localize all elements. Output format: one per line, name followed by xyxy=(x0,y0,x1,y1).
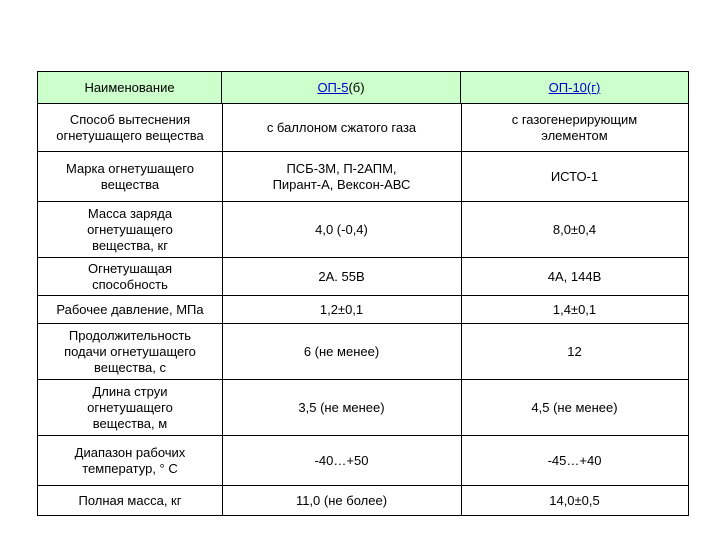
row-op10-value: 8,0±0,4 xyxy=(552,221,597,237)
row-op5-value: 6 (не менее) xyxy=(303,343,380,359)
row-name: Диапазон рабочих температур, ° С xyxy=(74,444,186,476)
header-op5 xyxy=(222,72,461,103)
table-row xyxy=(38,379,688,435)
table-row xyxy=(38,103,688,151)
header-op10 xyxy=(461,72,688,103)
table-row xyxy=(38,435,688,485)
op5-suffix: (б) xyxy=(348,79,365,95)
row-name: Продолжительность подачи огнетушащего вещества, с xyxy=(64,327,196,375)
row-op5-value: 2А. 55В xyxy=(318,268,365,284)
extinguisher-spec-table xyxy=(37,71,689,516)
row-op10-value: с газогенерирующим элементом xyxy=(511,111,638,143)
op5-link[interactable]: ОП-5 xyxy=(317,79,349,95)
row-op5-value: 1,2±0,1 xyxy=(319,301,364,317)
row-op10-value: 4,5 (не менее) xyxy=(531,399,618,415)
table-row xyxy=(38,485,688,515)
table-row xyxy=(38,295,688,323)
row-name: Рабочее давление, МПа xyxy=(56,301,204,317)
row-op10-value: ИСТО-1 xyxy=(550,168,599,184)
row-op10-value: -45…+40 xyxy=(547,452,602,468)
table-row xyxy=(38,323,688,379)
row-op10-value: 1,4±0,1 xyxy=(552,301,597,317)
table-row xyxy=(38,257,688,295)
row-op5-value: 4,0 (-0,4) xyxy=(315,221,368,237)
row-op5-value: ПСБ-3М, П-2АПМ, Пирант-А, Вексон-АВС xyxy=(272,160,411,192)
row-op10-value: 14,0±0,5 xyxy=(549,492,600,508)
row-name: Способ вытеснения огнетушащего вещества xyxy=(56,111,204,143)
row-name: Масса заряда огнетушащего вещества, кг xyxy=(87,205,173,253)
row-op10-value: 12 xyxy=(567,343,582,359)
row-name: Огнетушащая способность xyxy=(87,260,173,292)
row-op5-value: 3,5 (не менее) xyxy=(298,399,385,415)
row-op5-value: с баллоном сжатого газа xyxy=(266,119,417,135)
row-op5-value: -40…+50 xyxy=(314,452,369,468)
table-row xyxy=(38,201,688,257)
op10-link[interactable]: ОП-10(г) xyxy=(548,79,601,95)
header-name: Наименование xyxy=(38,72,222,103)
table-row xyxy=(38,151,688,201)
row-name: Длина струи огнетушащего вещества, м xyxy=(87,383,173,431)
row-name: Полная масса, кг xyxy=(78,492,182,508)
row-name: Марка огнетушащего вещества xyxy=(66,160,194,192)
row-op5-value: 11,0 (не более) xyxy=(295,492,388,508)
table-header-row xyxy=(38,72,688,103)
row-op10-value: 4А, 144В xyxy=(547,268,602,284)
